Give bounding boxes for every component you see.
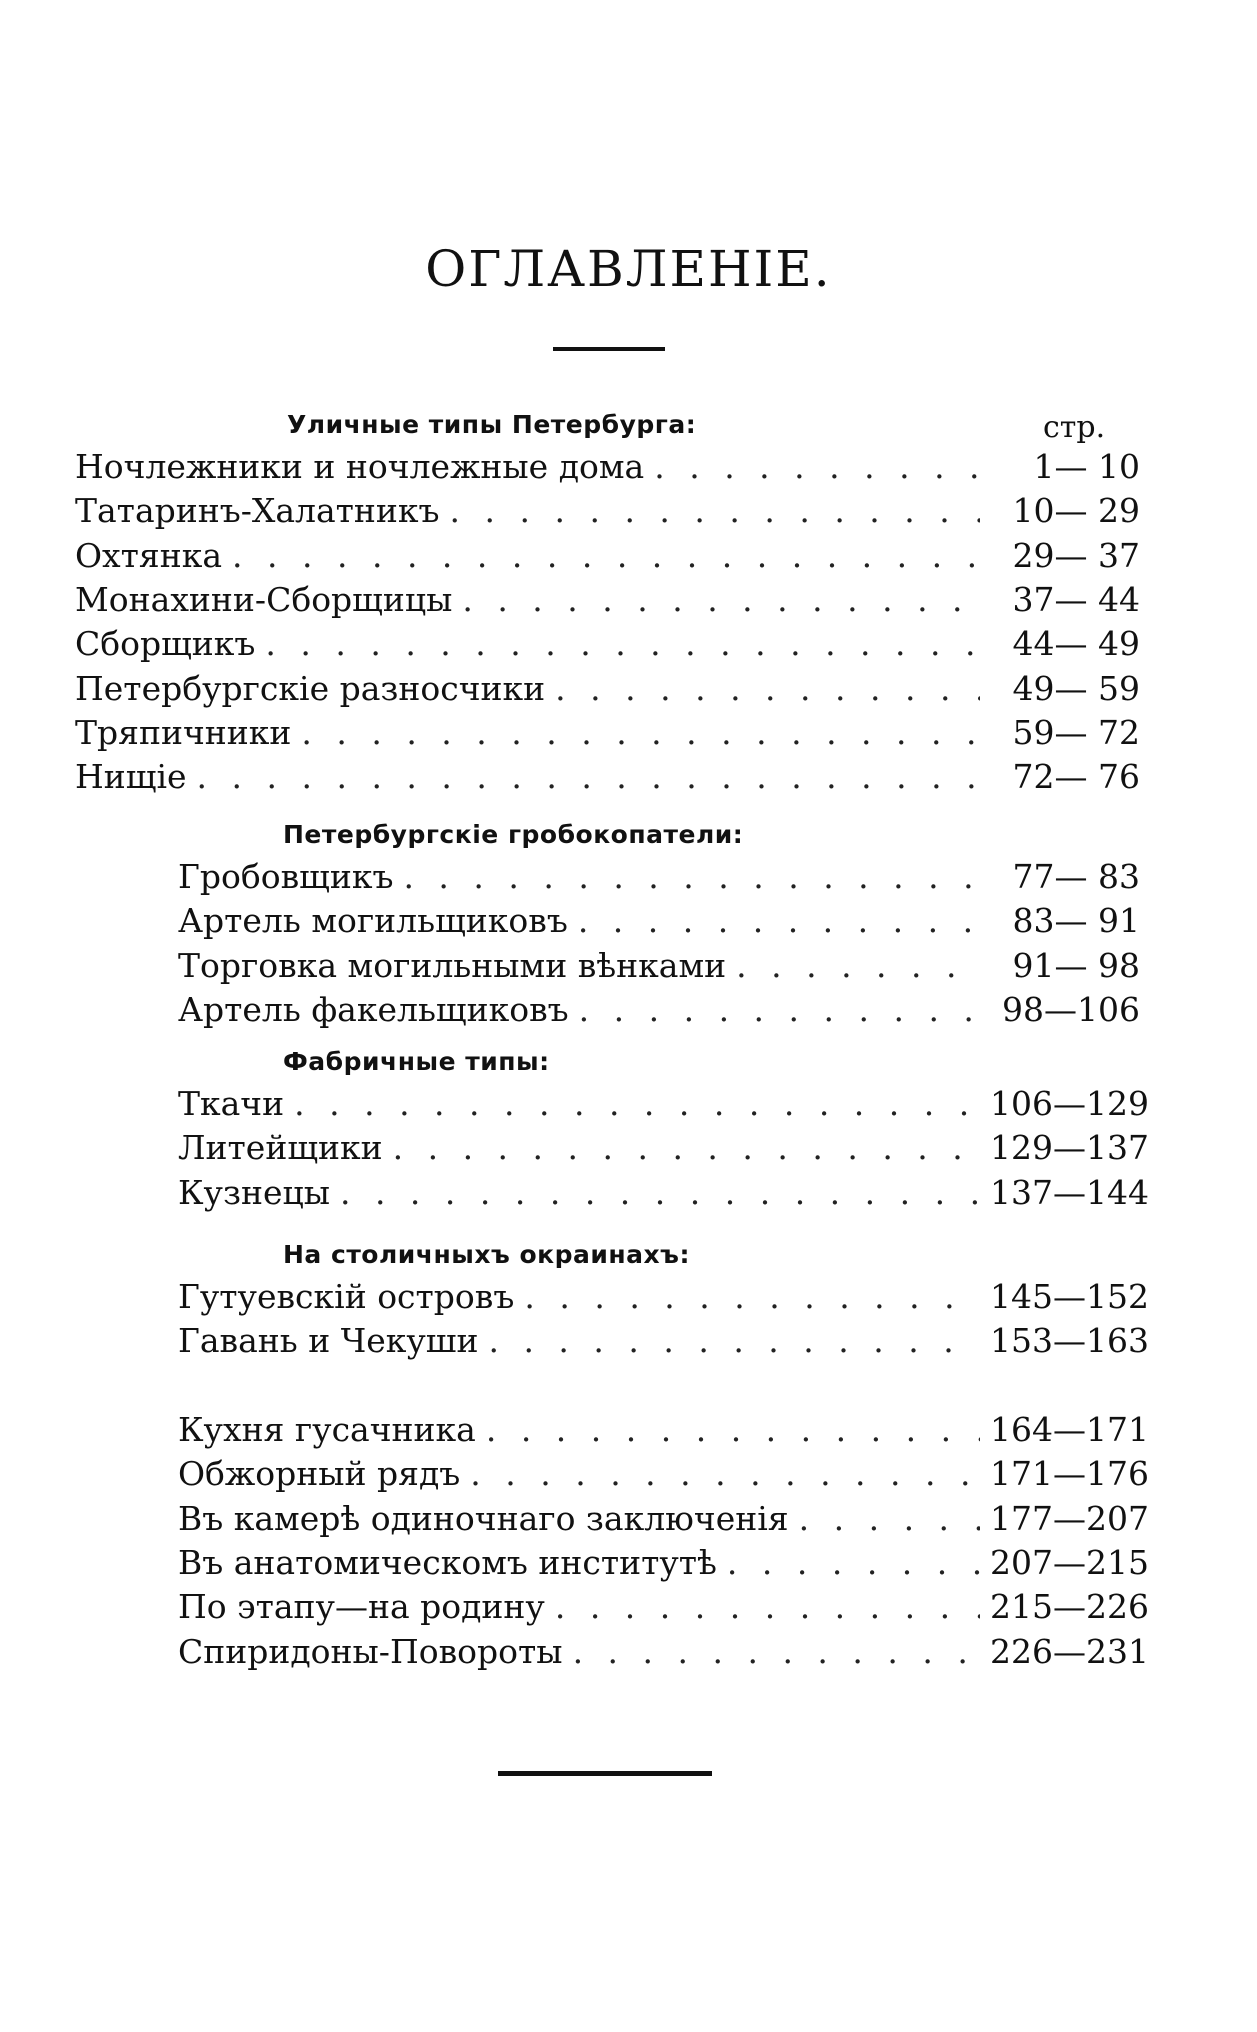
toc-entry (178, 855, 1140, 899)
toc-entry (178, 1452, 1149, 1496)
section-heading: Уличные типы Петербурга: (287, 410, 697, 439)
dot-leader (524, 1275, 980, 1319)
toc-entry (178, 1319, 1149, 1363)
toc-entry (178, 1541, 1149, 1585)
dot-leader (579, 988, 980, 1032)
entry-title: Кухня гусачника (178, 1410, 476, 1449)
entry-title: Артель факельщиковъ (178, 989, 569, 1029)
dot-leader (403, 855, 980, 899)
title-divider (553, 347, 665, 351)
entry-pages: 153—163 (990, 1321, 1149, 1361)
entry-title: Ткачи (178, 1084, 285, 1123)
entry-pages: 49— 59 (1012, 668, 1140, 708)
dot-leader (197, 755, 980, 799)
entry-title: Торговка могильными вѣнками (178, 945, 727, 985)
entry-title: Гробовщикъ (178, 857, 394, 896)
entry-pages: 37— 44 (1012, 579, 1140, 619)
entry-pages: 145—152 (990, 1277, 1149, 1316)
entry-pages: 72— 76 (1012, 757, 1140, 797)
toc-entry (178, 1630, 1149, 1674)
entry-pages: 207—215 (990, 1542, 1149, 1582)
dot-leader (799, 1497, 980, 1541)
entry-pages: 29— 37 (1012, 535, 1140, 575)
toc-entry (178, 899, 1140, 943)
entry-title: Охтянка (75, 535, 223, 575)
entry-title: Кузнецы (178, 1172, 330, 1212)
toc-entry (178, 1171, 1149, 1215)
section-heading: Фабричные типы: (283, 1047, 550, 1076)
entry-title: Въ камерѣ одиночнаго заключенія (178, 1498, 789, 1538)
entry-pages: 215—226 (990, 1587, 1149, 1627)
entry-title: Ночлежники и ночлежные дома (75, 447, 645, 486)
toc-entry (178, 1082, 1149, 1126)
toc-entry (178, 988, 1140, 1032)
entry-title: Петербургскіе разносчики (75, 668, 546, 708)
toc-entry (75, 755, 1140, 799)
entry-pages: 177—207 (990, 1498, 1149, 1538)
entry-pages: 226—231 (990, 1631, 1149, 1671)
dot-leader (340, 1171, 980, 1215)
entry-title: Литейщики (178, 1128, 383, 1168)
toc-entry (75, 445, 1140, 489)
section-heading: Петербургскіе гробокопатели: (283, 820, 744, 849)
entry-pages: 83— 91 (1012, 901, 1140, 941)
entry-pages: 106—129 (990, 1084, 1149, 1123)
dot-leader (450, 489, 980, 533)
dot-leader (555, 1585, 980, 1629)
toc-entry (75, 534, 1140, 578)
toc-entry (75, 711, 1140, 755)
dot-leader (232, 534, 980, 578)
dot-leader (265, 622, 980, 666)
dot-leader (488, 1319, 980, 1363)
toc-entry (178, 944, 1140, 988)
entry-pages: 77— 83 (1012, 857, 1140, 896)
entry-title: Артель могильщиковъ (178, 901, 568, 941)
entry-pages: 129—137 (990, 1128, 1149, 1168)
toc-entry (75, 622, 1140, 666)
dot-leader (486, 1408, 980, 1452)
dot-leader (654, 445, 980, 489)
page-title: ОГЛАВЛЕНІЕ. (425, 240, 832, 298)
dot-leader (578, 899, 980, 943)
entry-pages: 59— 72 (1012, 712, 1140, 752)
entry-pages: 98—106 (1002, 989, 1140, 1029)
entry-title: Монахини-Сборщицы (75, 579, 453, 619)
entry-pages: 137—144 (990, 1172, 1149, 1212)
entry-title: По этапу—на родину (178, 1587, 545, 1627)
entry-pages: 91— 98 (1012, 945, 1140, 985)
entry-title: Нищіе (75, 757, 187, 797)
toc-entry (178, 1275, 1149, 1319)
dot-leader (573, 1630, 980, 1674)
dot-leader (294, 1082, 980, 1126)
section-heading: На столичныхъ окраинахъ: (283, 1240, 690, 1269)
entry-title: Спиридоны-Повороты (178, 1631, 563, 1671)
toc-entry (75, 489, 1140, 533)
dot-leader (393, 1126, 980, 1170)
entry-pages: 10— 29 (1012, 491, 1140, 531)
entry-title: Въ анатомическомъ институтѣ (178, 1542, 717, 1582)
entry-title: Тряпичники (75, 712, 292, 752)
dot-leader (727, 1541, 980, 1585)
entry-title: Обжорный рядъ (178, 1454, 461, 1494)
dot-leader (462, 578, 980, 622)
toc-entry (178, 1408, 1149, 1452)
toc-entry (178, 1126, 1149, 1170)
dot-leader (555, 667, 980, 711)
entry-title: Гавань и Чекуши (178, 1321, 479, 1361)
toc-entry (178, 1497, 1149, 1541)
entry-title: Гутуевскій островъ (178, 1277, 515, 1316)
entry-pages: 164—171 (990, 1410, 1149, 1449)
dot-leader (470, 1452, 980, 1496)
toc-entry (75, 578, 1140, 622)
toc-entry (75, 667, 1140, 711)
page-column-label: стр. (1043, 410, 1106, 445)
dot-leader (301, 711, 980, 755)
entry-title: Сборщикъ (75, 624, 256, 664)
bottom-divider (498, 1771, 712, 1776)
entry-title: Татаринъ-Халатникъ (75, 491, 440, 531)
dot-leader (736, 944, 980, 988)
entry-pages: 44— 49 (1012, 624, 1140, 664)
entry-pages: 171—176 (990, 1454, 1149, 1494)
toc-entry (178, 1585, 1149, 1629)
entry-pages: 1— 10 (1033, 447, 1140, 486)
